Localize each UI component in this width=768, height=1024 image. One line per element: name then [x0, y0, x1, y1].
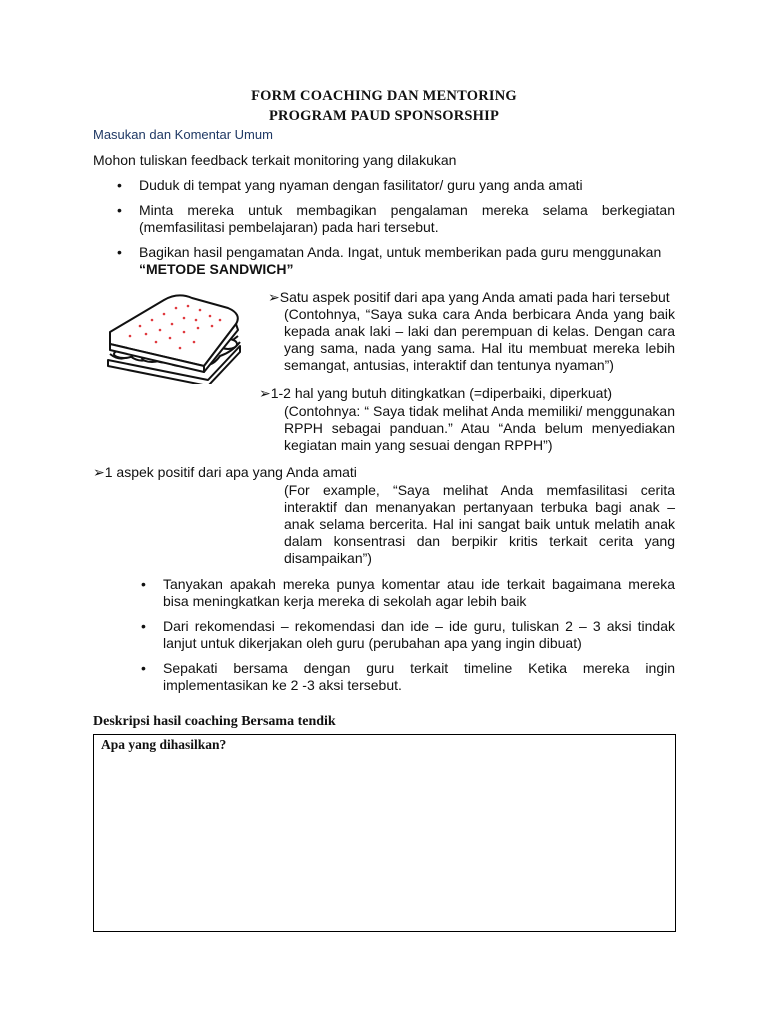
list-item — [141, 618, 675, 652]
list-item — [141, 576, 675, 610]
list-item — [117, 202, 675, 236]
bullet-icon: • — [117, 177, 122, 193]
point-improve-heading-text: 1-2 hal yang butuh ditingkatkan (=diperbaiki, diperkuat) — [270, 385, 613, 401]
list-item-text: Sepakati bersama dengan guru terkait timeline Ketika mereka ingin implementasikan ke 2 -3 aksi tersebut. — [163, 660, 675, 693]
result-box[interactable] — [93, 734, 676, 932]
point-improve-heading — [259, 385, 612, 402]
bullet-icon: • — [141, 618, 146, 634]
point-positive-closing-heading-text: 1 aspek positif dari apa yang Anda amati — [104, 464, 357, 480]
form-subtitle: PROGRAM PAUD SPONSORSHIP — [268, 108, 500, 124]
list-item-text: Dari rekomendasi – rekomendasi dan ide – ide guru, tuliskan 2 – 3 aksi tindak lanjut untuk dikerjakan oleh guru (perubahan apa yang ingin dibuat) — [163, 618, 675, 651]
list-item — [141, 660, 675, 694]
followup-list — [141, 576, 675, 702]
list-item-text: Bagikan hasil pengamatan Anda. Ingat, untuk memberikan pada guru menggunakan — [139, 244, 662, 260]
intro-text: Mohon tuliskan feedback terkait monitoring yang dilakukan — [93, 152, 457, 168]
point-positive-heading — [268, 289, 670, 306]
bullet-icon: • — [141, 660, 146, 676]
arrow-icon: ➢ — [268, 289, 280, 305]
bullet-icon: • — [117, 244, 122, 260]
arrow-icon: ➢ — [259, 385, 271, 401]
list-item — [117, 244, 675, 278]
list-item-text: Minta mereka untuk membagikan pengalaman mereka selama berkegiatan (memfasilitasi pembelajaran) pada hari tersebut. — [139, 202, 675, 235]
point-positive-example: (Contohnya, “Saya suka cara Anda berbicara Anda yang baik kepada anak laki – laki dan perempuan di kelas. Dengan cara yang sama, nada yang sama. Hal itu membuat mereka lebih semangat, antusias, interaktif dan tentunya nyaman”) — [284, 306, 675, 373]
sandwich-method-label: “METODE SANDWICH” — [139, 261, 294, 277]
point-positive-closing-example: (For example, “Saya melihat Anda memfasilitasi cerita interaktif dan menanyakan pertanyaan terbuka bagi anak – anak selama bercerita. Hal ini sangat baik untuk melatih anak dalam konsentrasi dan berpikir kritis terkait cerita yang disampaikan”) — [284, 482, 675, 566]
sandwich-icon — [100, 292, 250, 384]
point-positive-closing-heading — [93, 464, 357, 481]
list-item — [117, 177, 675, 194]
bullet-icon: • — [117, 202, 122, 218]
arrow-icon: ➢ — [93, 464, 105, 480]
list-item-text: Duduk di tempat yang nyaman dengan fasilitator/ guru yang anda amati — [139, 177, 583, 193]
bullet-icon: • — [141, 576, 146, 592]
form-title: FORM COACHING DAN MENTORING — [251, 88, 517, 104]
section-heading: Masukan dan Komentar Umum — [93, 127, 273, 142]
list-item-text: Tanyakan apakah mereka punya komentar atau ide terkait bagaimana mereka bisa meningkatkan kerja mereka di sekolah agar lebih baik — [163, 576, 675, 609]
description-heading: Deskripsi hasil coaching Bersama tendik — [93, 714, 336, 729]
instruction-list — [117, 177, 675, 286]
result-box-label: Apa yang dihasilkan? — [101, 737, 227, 752]
point-positive-heading-text: Satu aspek positif dari apa yang Anda amati pada hari tersebut — [279, 289, 670, 305]
point-improve-example: (Contohnya: “ Saya tidak melihat Anda memiliki/ menggunakan RPPH sebagai panduan.” Atau “Anda belum menyediakan kegiatan main yang sesuai dengan RPPH”) — [284, 403, 675, 453]
